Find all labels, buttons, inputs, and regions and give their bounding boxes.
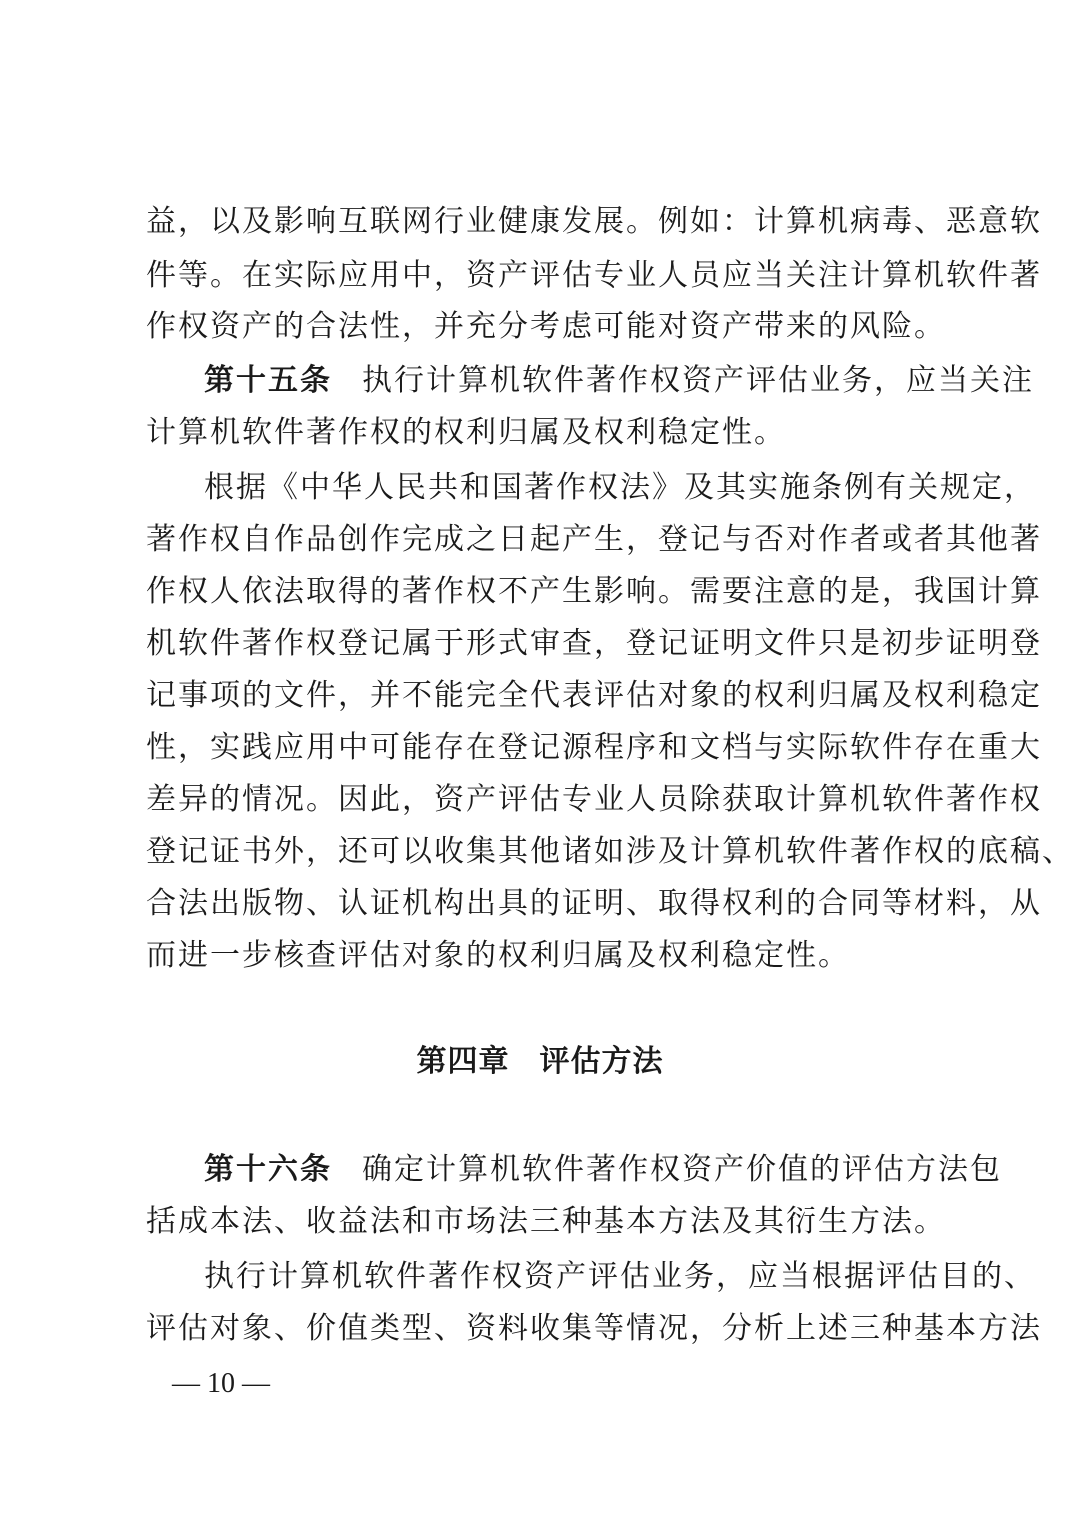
chapter-title: 评估方法 [539,1044,664,1079]
body-line: 根据《中华人民共和国著作权法》及其实施条例有关规定， [204,470,1036,505]
body-line: 机软件著作权登记属于形式审查，登记证明文件只是初步证明登 [146,626,1042,661]
article-15-line-1 [204,361,1034,401]
body-line: 著作权自作品创作完成之日起产生，登记与否对作者或者其他著 [146,522,1042,557]
article-16-label: 第十六条 [204,1152,332,1187]
body-line: 性，实践应用中可能存在登记源程序和文档与实际软件存在重大 [146,730,1042,765]
body-line: 登记证书外，还可以收集其他诸如涉及计算机软件著作权的底稿、 [146,834,1074,869]
chapter-number: 第四章 [416,1044,510,1079]
body-line: 执行计算机软件著作权资产评估业务，应当根据评估目的、 [204,1259,1036,1294]
body-line: 而进一步核查评估对象的权利归属及权利稳定性。 [146,938,850,973]
body-line: 合法出版物、认证机构出具的证明、取得权利的合同等材料，从 [146,886,1042,921]
article-15-text: 执行计算机软件著作权资产评估业务，应当关注 [362,363,1034,398]
article-16-text: 确定计算机软件著作权资产价值的评估方法包 [362,1152,1002,1187]
body-line: 件等。在实际应用中，资产评估专业人员应当关注计算机软件著 [146,258,1042,293]
body-line: 评估对象、价值类型、资料收集等情况，分析上述三种基本方法 [146,1311,1042,1346]
body-line: 差异的情况。因此，资产评估专业人员除获取计算机软件著作权 [146,782,1042,817]
article-16-line-1 [204,1150,1002,1190]
article-15-line-2: 计算机软件著作权的权利归属及权利稳定性。 [146,415,786,450]
body-line: 益，以及影响互联网行业健康发展。例如：计算机病毒、恶意软 [146,204,1042,239]
body-line: 作权资产的合法性，并充分考虑可能对资产带来的风险。 [146,309,946,344]
article-16-line-2: 括成本法、收益法和市场法三种基本方法及其衍生方法。 [146,1204,946,1239]
article-15-label: 第十五条 [204,363,332,398]
body-line: 记事项的文件，并不能完全代表评估对象的权利归属及权利稳定 [146,678,1042,713]
body-line: 作权人依法取得的著作权不产生影响。需要注意的是，我国计算 [146,574,1042,609]
page-number: — 10 — [172,1368,270,1399]
chapter-heading [0,1042,1080,1082]
